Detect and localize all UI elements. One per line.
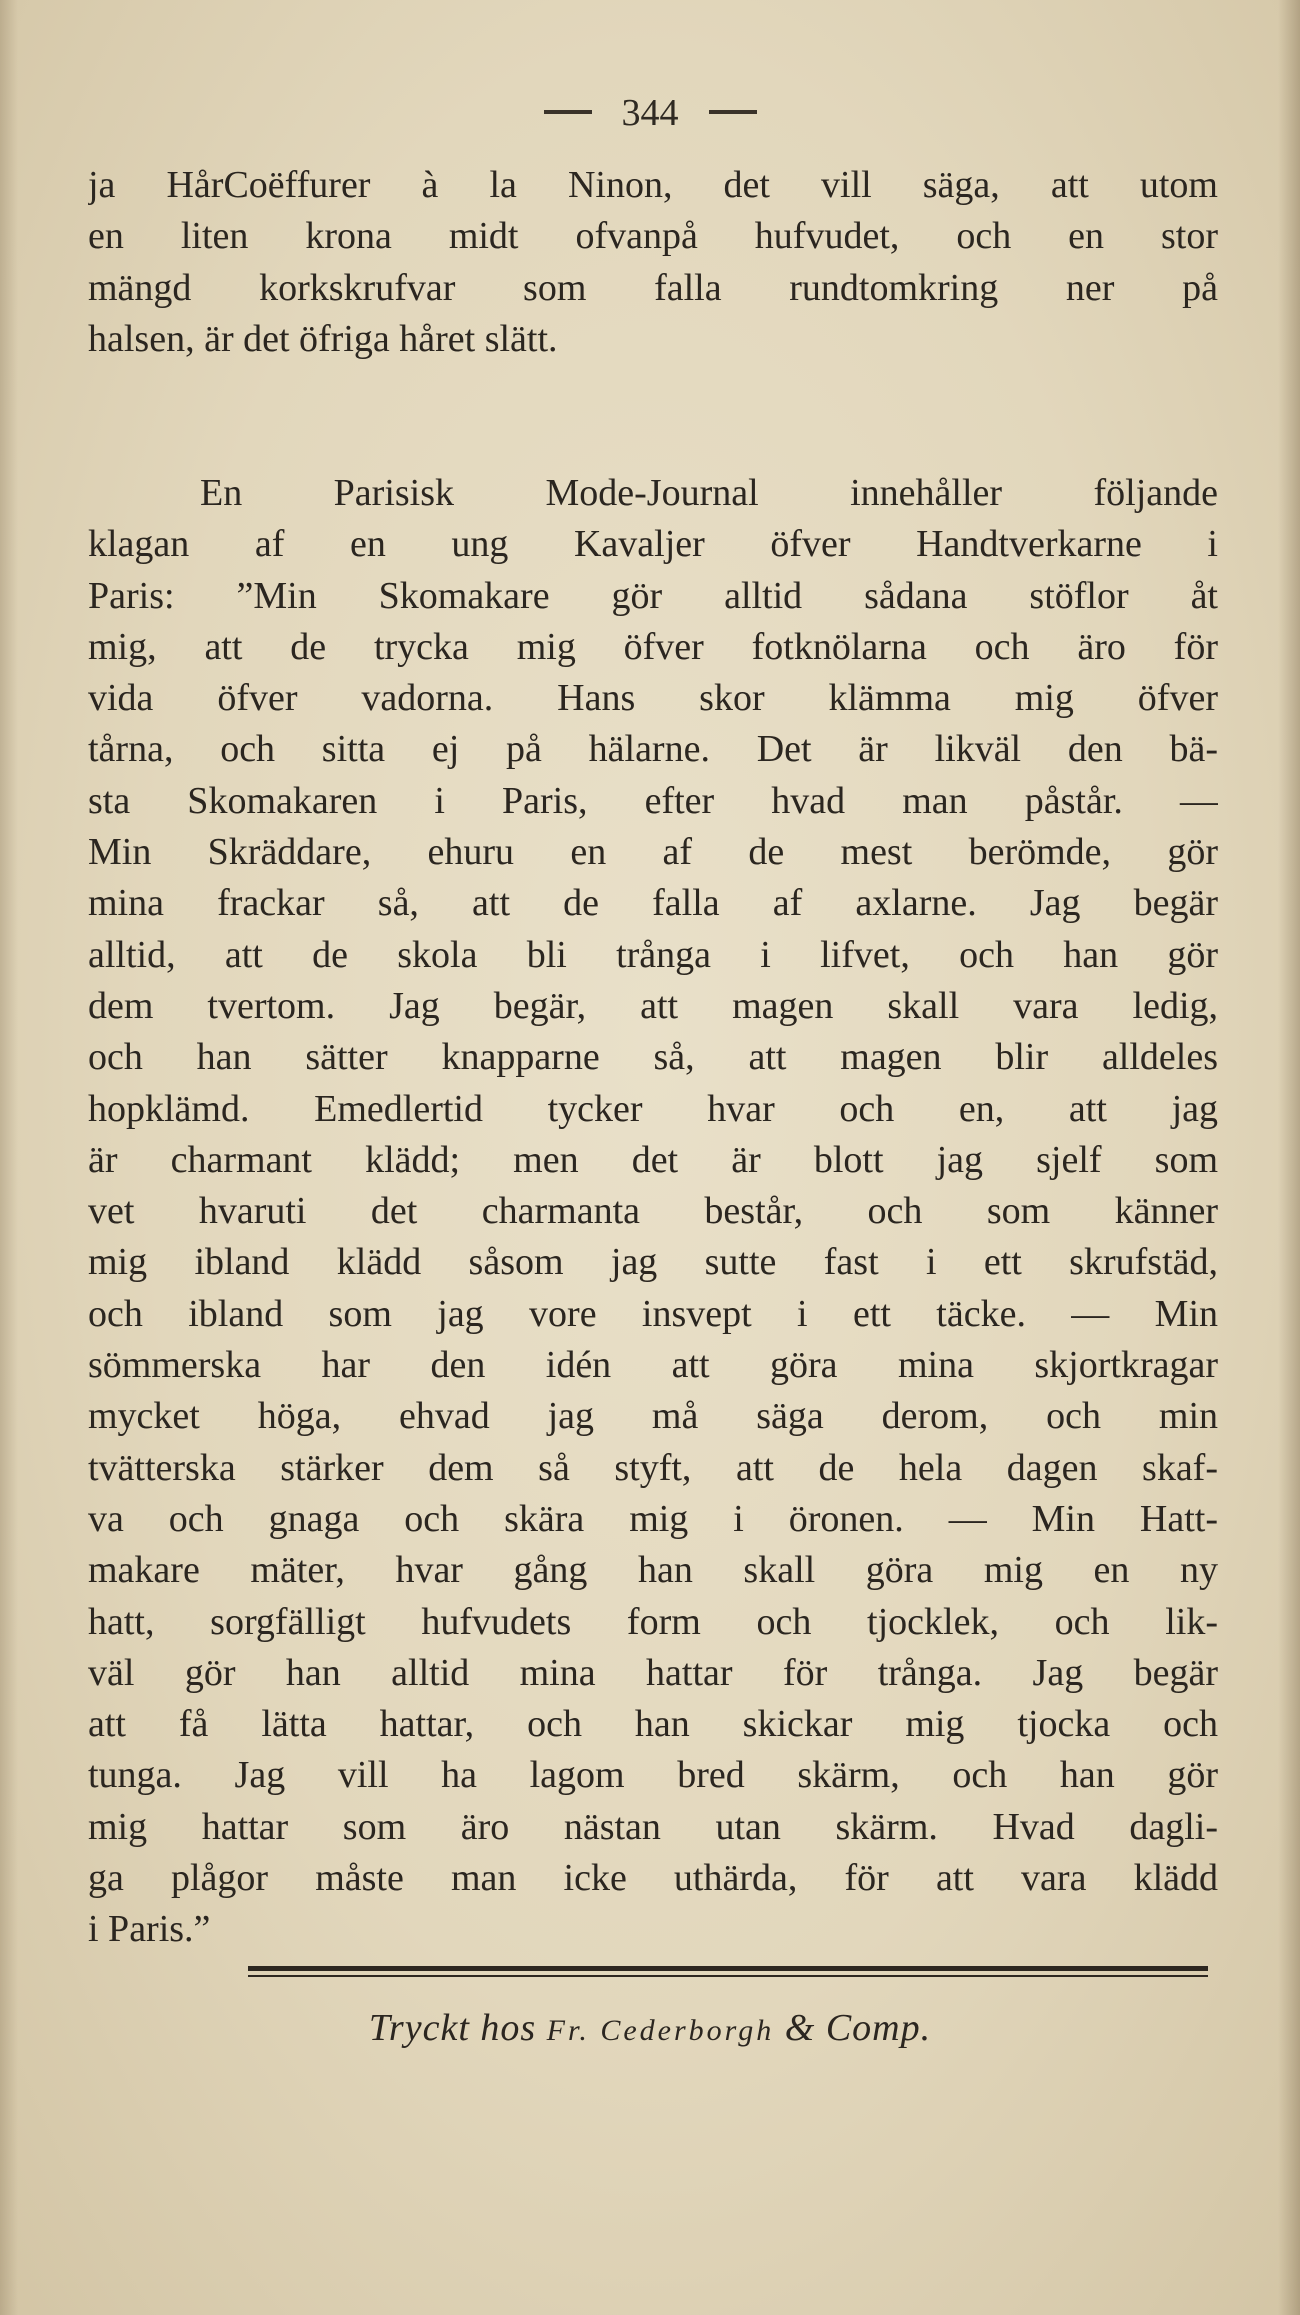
text-line: Min Skräddare, ehuru en af de mest berömde, gör — [88, 831, 1218, 874]
imprint-hos: hos — [480, 2007, 537, 2049]
imprint-comp: Comp. — [825, 2007, 932, 2049]
text-line: tunga. Jag vill ha lagom bred skärm, och han gör — [88, 1754, 1218, 1797]
printer-imprint — [0, 2000, 1300, 2056]
text-line: En Parisisk Mode-Journal innehåller följande — [200, 472, 1218, 514]
text-line: att få lätta hattar, och han skickar mig tjocka och — [88, 1703, 1218, 1746]
closing-rule-thin — [248, 1975, 1208, 1977]
text-line: tvätterska stärker dem så styft, att de hela dagen skaf- — [88, 1446, 1218, 1489]
paragraph-1 — [88, 160, 1218, 365]
imprint-ampersand: & — [784, 2007, 816, 2049]
text-line: och ibland som jag vore insvept i ett täcke. — Min — [88, 1292, 1218, 1335]
text-line: mycket höga, ehvad jag må säga derom, och min — [88, 1395, 1218, 1438]
imprint-tryckt: Tryckt — [368, 2007, 470, 2049]
text-line: vet hvaruti det charmanta består, och som känner — [88, 1190, 1218, 1233]
text-line: mig, att de trycka mig öfver fotknölarna och äro för — [88, 625, 1218, 668]
paragraph-2 — [88, 468, 1218, 1956]
header-dash-right — [709, 110, 757, 114]
text-line: hatt, sorgfälligt hufvudets form och tjocklek, och lik- — [88, 1600, 1218, 1643]
text-line: hopklämd. Emedlertid tycker hvar och en, att jag — [88, 1087, 1218, 1130]
text-line: halsen, är det öfriga håret slätt. — [88, 317, 558, 360]
text-line: makare mäter, hvar gång han skall göra mig en ny — [88, 1549, 1218, 1592]
header-dash-left — [544, 110, 592, 114]
text-line: klagan af en ung Kavaljer öfver Handtverkarne i — [88, 523, 1218, 566]
text-line: mig hattar som äro nästan utan skärm. Hvad dagli- — [88, 1805, 1218, 1848]
text-line: en liten krona midt ofvanpå hufvudet, och en stor — [88, 215, 1218, 258]
text-line: ja HårCoëffurer à la Ninon, det vill säga, att utom — [88, 164, 1218, 206]
text-line: i Paris.” — [88, 1908, 211, 1951]
text-line: mängd korkskrufvar som falla rundtomkring ner på — [88, 266, 1218, 309]
text-line: vida öfver vadorna. Hans skor klämma mig öfver — [88, 677, 1218, 720]
text-line: sta Skomakaren i Paris, efter hvad man påstår. — — [88, 779, 1218, 822]
text-line: tårna, och sitta ej på hälarne. Det är likväl den bä- — [88, 728, 1218, 771]
page-shadow-right — [1278, 0, 1300, 2315]
text-line: alltid, att de skola bli trånga i lifvet, och han gör — [88, 933, 1218, 976]
text-line: väl gör han alltid mina hattar för trånga. Jag begär — [88, 1651, 1218, 1694]
imprint-printer: Cederborgh — [600, 2014, 775, 2047]
page-number: 344 — [621, 92, 679, 134]
text-line: Paris: ”Min Skomakare gör alltid sådana stöflor åt — [88, 574, 1218, 617]
imprint-fr: Fr. — [546, 2014, 590, 2047]
text-line: sömmerska har den idén att göra mina skjortkragar — [88, 1344, 1218, 1387]
text-line: mig ibland klädd såsom jag sutte fast i ett skrufstäd, — [88, 1241, 1218, 1284]
page-header — [0, 88, 1300, 138]
text-line: och han sätter knapparne så, att magen blir alldeles — [88, 1036, 1218, 1079]
text-line: dem tvertom. Jag begär, att magen skall vara ledig, — [88, 984, 1218, 1027]
text-line: mina frackar så, att de falla af axlarne. Jag begär — [88, 882, 1218, 925]
text-line: va och gnaga och skära mig i öronen. — Min Hatt- — [88, 1497, 1218, 1540]
text-line: ga plågor måste man icke uthärda, för att vara klädd — [88, 1857, 1218, 1900]
text-line: är charmant klädd; men det är blott jag sjelf som — [88, 1138, 1218, 1181]
closing-rule-thick — [248, 1966, 1208, 1971]
page-shadow-left — [0, 0, 18, 2315]
